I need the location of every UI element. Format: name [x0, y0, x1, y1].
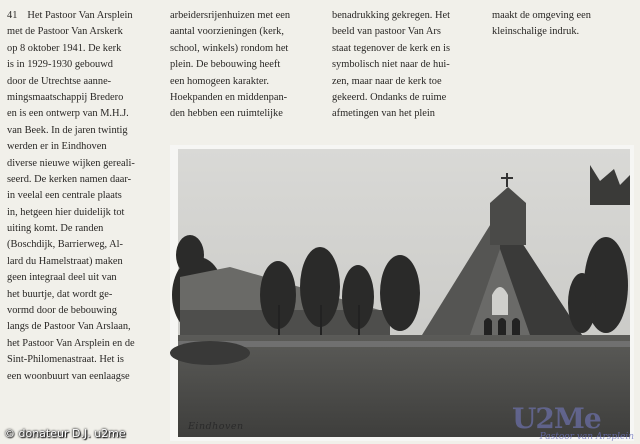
u2me-watermark [512, 402, 636, 442]
text-line: Hoekpanden en middenpan- [170, 91, 288, 103]
text-line: staat tegenover de kerk en is [332, 42, 451, 54]
text-line: het buurtje, dat wordt ge- [7, 288, 113, 300]
text-line: geen integraal deel uit van [7, 272, 117, 284]
watermark-subtitle: Pastoor van Arsplein [539, 432, 634, 442]
text-column-1 [7, 8, 167, 385]
text-line: school, winkels) rondom het [170, 42, 289, 54]
text-line: in veelal een centrale plaats [7, 190, 122, 202]
u2me-logo: U2Me [512, 402, 601, 435]
text-line: diverse nieuwe wijken gereali- [7, 157, 135, 169]
text-line: uiting komt. De randen [7, 223, 104, 235]
text-line: lard du Hamelstraat) maken [7, 255, 123, 267]
text-line: een woonbuurt van eenlaagse [7, 370, 130, 382]
figure-number: 41 [7, 10, 18, 21]
church-photo [170, 145, 634, 441]
text-line: in, hetgeen hier duidelijk tot [7, 206, 125, 218]
text-column-2 [170, 8, 330, 123]
text-line: seerd. De kerken namen daar- [7, 173, 132, 185]
text-line: van Beek. In de jaren twintig [7, 124, 128, 136]
text-line: langs de Pastoor Van Arslaan, [7, 321, 131, 333]
hedge [170, 341, 250, 365]
text-line: aantal voorzieningen (kerk, [170, 26, 284, 38]
text-line: afmetingen van het plein [332, 108, 436, 120]
text-line: een homogeen karakter. [170, 75, 269, 87]
church-window [492, 287, 508, 315]
text-line: kleinschalige indruk. [492, 26, 580, 38]
church-cross [506, 173, 508, 187]
text-line: den hebben een ruimtelijke [170, 108, 283, 120]
text-line: plein. De bebouwing heeft [170, 59, 281, 71]
path [178, 341, 630, 347]
text-line: vormd door de bebouwing [7, 305, 117, 317]
text-line: gekeerd. Ondanks de ruime [332, 91, 447, 103]
text-line: mingsmaatschappij Bredero [7, 91, 124, 103]
text-line: werden er in Eindhoven [7, 141, 107, 153]
text-line: symbolisch niet naar de hui- [332, 59, 450, 71]
text-line: met de Pastoor Van Arskerk [7, 26, 123, 38]
copyright-watermark: © donateur D.J. u2me [4, 427, 126, 440]
text-line: (Boschdijk, Barrierweg, Al- [7, 239, 124, 251]
text-column-4 [492, 8, 632, 41]
text-line: maakt de omgeving een [492, 10, 591, 21]
text-line: 41 Het Pastoor Van Arsplein [7, 10, 133, 21]
text-line: benadrukking gekregen. Het [332, 10, 451, 21]
text-line: het Pastoor Van Arsplein en de [7, 337, 135, 349]
text-line: zen, maar naar de kerk toe [332, 75, 442, 87]
text-line: beeld van pastoor Van Ars [332, 26, 441, 38]
text-line: door de Utrechtse aanne- [7, 75, 112, 87]
text-line: is in 1929-1930 gebouwd [7, 59, 113, 71]
text-column-3 [332, 8, 492, 123]
text-line: arbeidersrijenhuizen met een [170, 10, 291, 21]
text-line: op 8 oktober 1941. De kerk [7, 42, 122, 54]
photo-image [170, 145, 634, 441]
text-line: en is een ontwerp van M.H.J. [7, 108, 129, 120]
photo-caption: Eindhoven [188, 421, 244, 432]
text-line: Sint-Philomenastraat. Het is [7, 354, 124, 366]
